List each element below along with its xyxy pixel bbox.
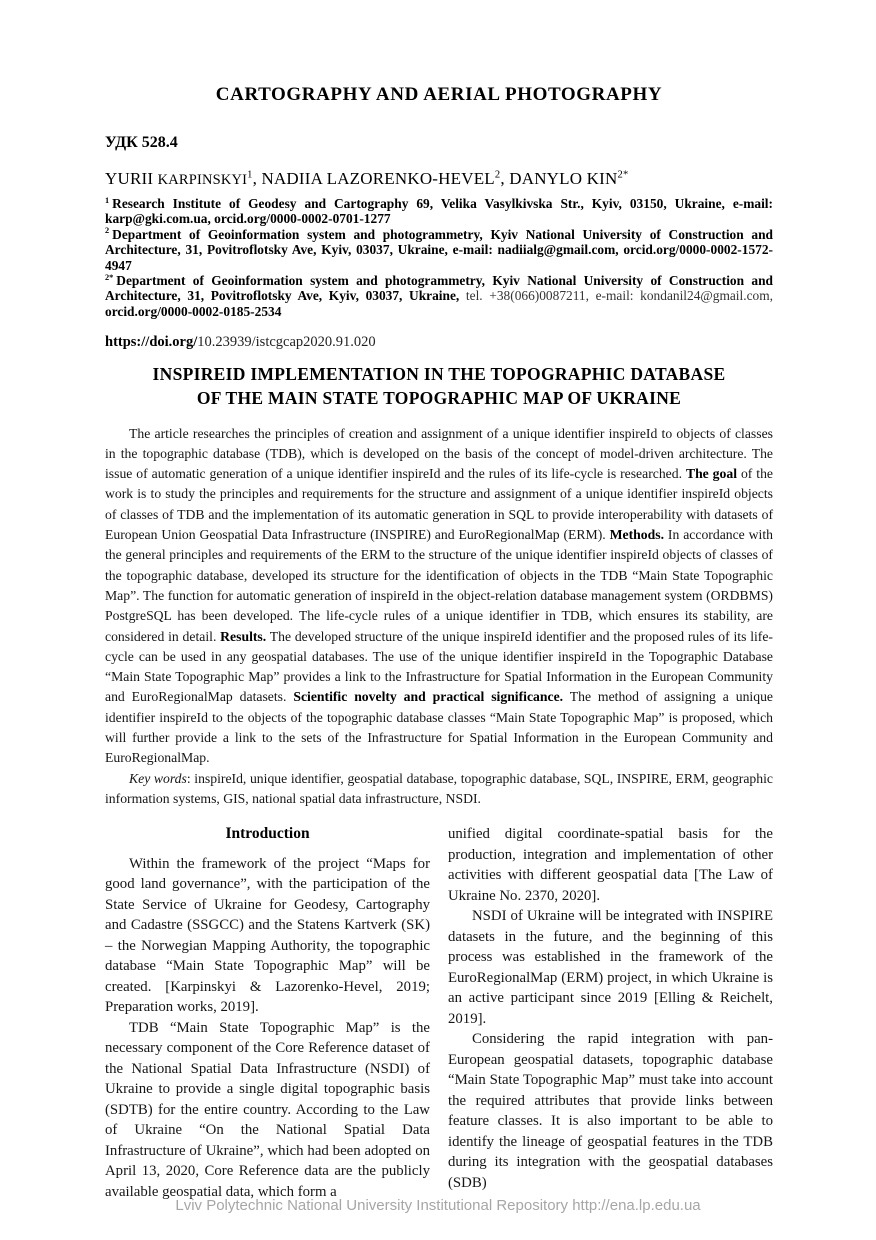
abstract-goal-text: of the work is to study the principles and requirements for the structure and assignment of a unique identifier inspireId objects of classes of TDB and the implementation of its automatic generation in SQL to provide interoperability with datasets of European Union Geospatial Data Infrastructure (INSPIRE) and EuroRegionalMap (ERM). bbox=[105, 466, 773, 543]
author-1-last-name: KARPINSKYI bbox=[157, 172, 248, 188]
intro-paragraph-4: NSDI of Ukraine will be integrated with INSPIRE datasets in the future, and the beginning of this process was established in the framework of the EuroRegionalMap (ERM) project, in which Ukraine is an active participant since 2019 [Elling & Reichelt, 2019]. bbox=[448, 908, 773, 1027]
intro-paragraph-3: unified digital coordinate-spatial basis for the production, integration and implementation of other activities with different geospatial data [The Law of Ukraine No. 2370, 2020]. bbox=[448, 826, 773, 904]
author-1-first-name: YURII bbox=[105, 169, 158, 188]
doi-line bbox=[105, 334, 773, 351]
right-column bbox=[448, 824, 773, 1202]
paper-title bbox=[105, 362, 773, 410]
abstract-methods-label: Methods. bbox=[609, 527, 664, 543]
abstract-novelty-text: The method of assigning a unique identifier inspireId to the objects of the topographic database classes “Main State Topographic Map” is proposed, which will further provide a link to the sets of the Infrastructure for Spatial Information in the European Community and EuroRegionalMap. bbox=[105, 689, 774, 766]
author-1-affiliation-mark: 1 bbox=[247, 169, 253, 181]
abstract-results-label: Results. bbox=[220, 628, 267, 644]
author-3-name: , DANYLO KIN bbox=[500, 169, 618, 188]
intro-paragraph-2: TDB “Main State Topographic Map” is the necessary component of the Core Reference dataset of the National Spatial Data Infrastructure (NSDI) of Ukraine to provide a single digital topographic basis (SDTB) for the entire country. According to the Law of Ukraine “On the National Spatial Data Infrastructure of Ukraine”, which had been adopted on April 13, 2020, Core Reference data are the publicly available geospatial data, which form a bbox=[105, 1019, 430, 1200]
abstract-novelty-label: Scientific novelty and practical significance. bbox=[293, 689, 564, 705]
affiliation-3 bbox=[105, 273, 773, 319]
abstract-paragraph bbox=[105, 424, 773, 769]
keywords-text: : inspireId, unique identifier, geospatial database, topographic database, SQL, INSPIRE, ERM, geographic information systems, GIS, national spatial data infrastructure, NSDI. bbox=[105, 770, 773, 806]
affiliation-3-text-regular: tel. +38(066)0087211, e-mail: kondanil24@gmail.com, bbox=[459, 288, 773, 304]
abstract-methods-text: In accordance with the general principles and requirements of the ERM to the structure of the unique identifier inspireId objects of classes of the topographic database, developed its structure for the identification of objects in the TDB “Main State Topographic Map”. The function for automatic generation of inspireId in the object-relation database management system (ORDBMS) PostgreSQL has been developed. The life-cycle rules of a unique identifier in TDB, which ensures its stability, are considered in detail. bbox=[105, 527, 774, 644]
doi-suffix: 10.23939/istcgcap2020.91.020 bbox=[197, 334, 376, 351]
affiliation-3-orcid: orcid.org/0000-0002-0185-2534 bbox=[105, 303, 282, 319]
introduction-heading: Introduction bbox=[225, 825, 310, 843]
journal-header: CARTOGRAPHY AND AERIAL PHOTOGRAPHY bbox=[215, 84, 663, 105]
affiliation-3-marker: 2* bbox=[105, 272, 114, 282]
affiliation-1-text: Research Institute of Geodesy and Cartography 69, Velika Vasylkivska Str., Kyiv, 03150, Ukraine, e-mail: karp@gki.com.ua, orcid.org/0000-0002-0701-1277 bbox=[105, 196, 773, 227]
udc-code: УДК 528.4 bbox=[105, 134, 178, 151]
author-3-affiliation-mark: 2* bbox=[617, 169, 629, 181]
affiliation-1-marker: 1 bbox=[105, 195, 110, 205]
abstract-goal-label: The goal bbox=[685, 466, 738, 482]
affiliations-block bbox=[105, 196, 773, 319]
intro-paragraph-5: Considering the rapid integration with pan-European geospatial datasets, topographic database “Main State Topographic Map” must take into account the required attributes that provide links between feature classes. It is also important to be able to identify the lineage of geospatial features in the TDB during its integration with the geospatial databases (SDB) bbox=[448, 1031, 773, 1191]
abstract-text: The article researches the principles of creation and assignment of a unique identifier inspireId to objects of classes in the topographic database (TDB), which is developed on the basis of the concept of model-driven architecture. The issue of automatic generation of a unique identifier inspireId and the rules of its life-cycle is researched. bbox=[105, 425, 773, 482]
left-column bbox=[105, 824, 430, 1202]
abstract-results-text: The developed structure of the unique inspireId identifier and the proposed rules of its life-cycle can be used in any geospatial databases. The use of the unique identifier inspireId in the Topographic Database “Main State Topographic Map” provides a link to the Infrastructure for Spatial Information in the European Community and EuroRegionalMap datasets. bbox=[105, 628, 773, 705]
affiliation-2 bbox=[105, 227, 773, 273]
two-column-body bbox=[105, 824, 773, 1202]
affiliation-2-text: Department of Geoinformation system and photogrammetry, Kyiv National University of Construction and Architecture, 31, Povitroflotsky Ave, Kyiv, 03037, Ukraine, e-mail: nadiialg@gmail.com, orcid.org/0000-0002-1572-4947 bbox=[105, 226, 773, 273]
keywords-paragraph bbox=[105, 769, 773, 810]
paper-title-line-2: OF THE MAIN STATE TOPOGRAPHIC MAP OF UKRAINE bbox=[196, 388, 682, 409]
author-2-affiliation-mark: 2 bbox=[494, 169, 501, 181]
author-2-name: , NADIIA LAZORENKO-HEVEL bbox=[252, 169, 495, 188]
affiliation-3-text-bold: Department of Geoinformation system and photogrammetry, Kyiv National University of Construction and Architecture, 31, Povitroflotsky Ave, Kyiv, 03037, Ukraine, bbox=[105, 273, 773, 304]
paper-title-line-1: INSPIREID IMPLEMENTATION IN THE TOPOGRAPHIC DATABASE bbox=[152, 364, 726, 385]
doi-prefix: https://doi.org/ bbox=[105, 334, 198, 351]
affiliation-1 bbox=[105, 196, 773, 227]
keywords-label: Key words bbox=[129, 770, 187, 786]
page-content bbox=[105, 0, 773, 1202]
affiliation-2-marker: 2 bbox=[105, 226, 110, 236]
repository-footer: Lviv Polytechnic National University Institutional Repository http://ena.lp.edu.ua bbox=[175, 1197, 701, 1214]
intro-paragraph-1: Within the framework of the project “Maps for good land governance”, with the participation of the State Service of Ukraine for Geodesy, Cartography and Cadastre (SSGCC) and the Statens Kartverk (SK) – the Norwegian Mapping Authority, the topographic database “Main State Topographic Map” will be created. [Karpinskyi & Lazorenko-Hevel, 2019; Preparation works, 2019]. bbox=[105, 855, 430, 1016]
authors-line bbox=[105, 169, 773, 189]
